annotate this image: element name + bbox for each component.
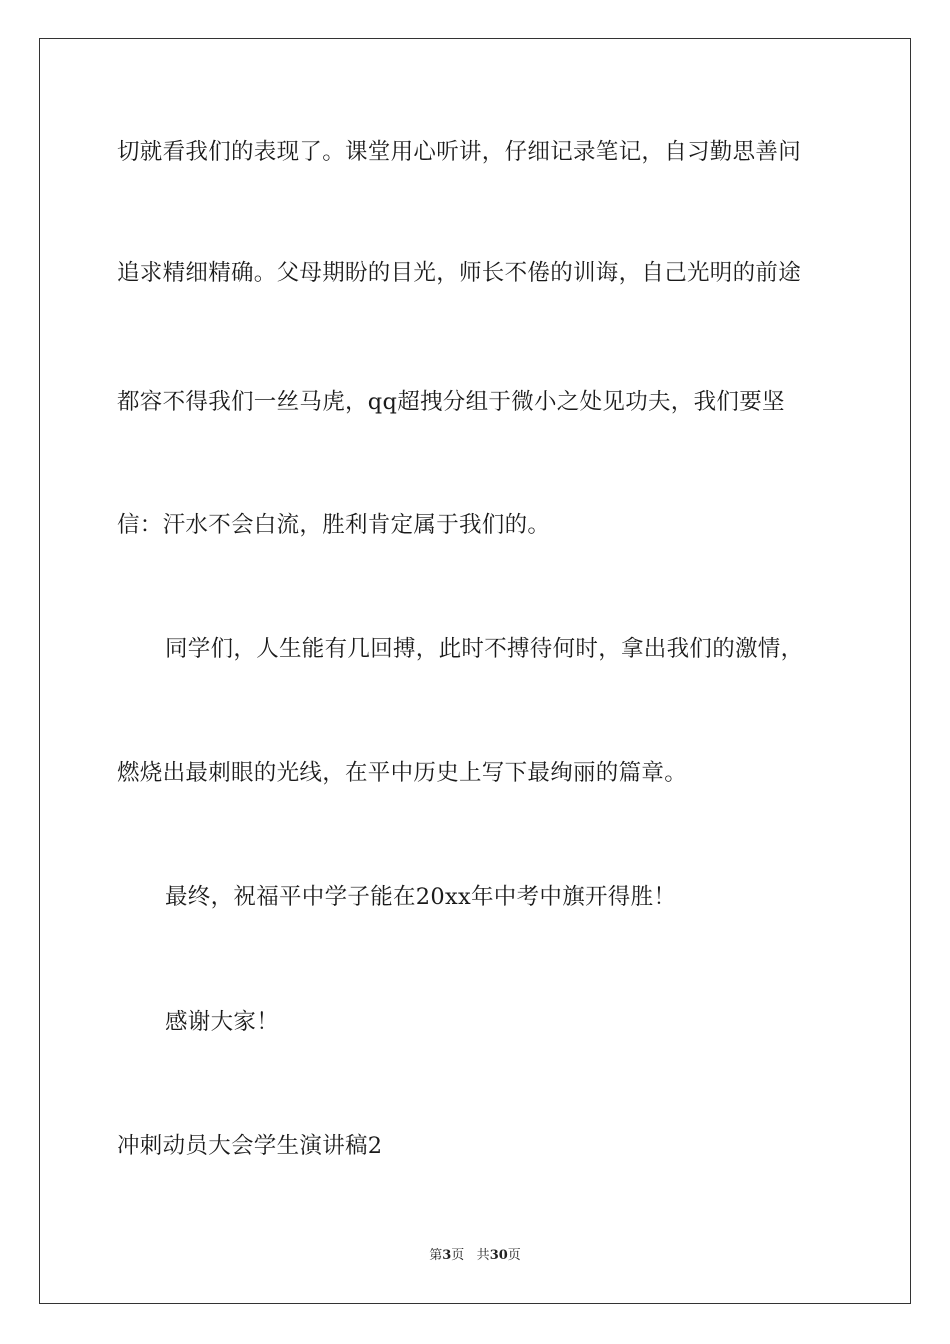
- paragraph-line: 追求精细精确。父母期盼的目光，师长不倦的训诲，自己光明的前途: [117, 260, 802, 286]
- paragraph-line: 燃烧出最刺眼的光线，在平中历史上写下最绚丽的篇章。: [117, 760, 688, 786]
- page-frame: [39, 38, 911, 1304]
- paragraph-line: 最终，祝福平中学子能在20xx年中考中旗开得胜！: [165, 884, 677, 910]
- page-footer: [0, 1247, 950, 1265]
- footer-page-prefix: 第: [429, 1248, 443, 1263]
- footer-page-suffix: 页: [451, 1248, 465, 1263]
- section-title: 冲刺动员大会学生演讲稿2: [117, 1133, 383, 1159]
- paragraph-line: 同学们，人生能有几回搏，此时不搏待何时，拿出我们的激情，: [165, 636, 804, 662]
- paragraph-line: 都容不得我们一丝马虎，qq超拽分组于微小之处见功夫，我们要坚: [117, 389, 785, 415]
- footer-total-suffix: 页: [507, 1248, 521, 1263]
- paragraph-line: 切就看我们的表现了。课堂用心听讲，仔细记录笔记，自习勤思善问: [117, 139, 802, 165]
- footer-total-pages: 30: [489, 1248, 508, 1263]
- paragraph-line: 信：汗水不会白流，胜利肯定属于我们的。: [117, 512, 551, 538]
- footer-page-number: 3: [442, 1248, 452, 1263]
- footer-total-prefix: 共: [476, 1248, 490, 1263]
- paragraph-line: 感谢大家！: [165, 1009, 280, 1035]
